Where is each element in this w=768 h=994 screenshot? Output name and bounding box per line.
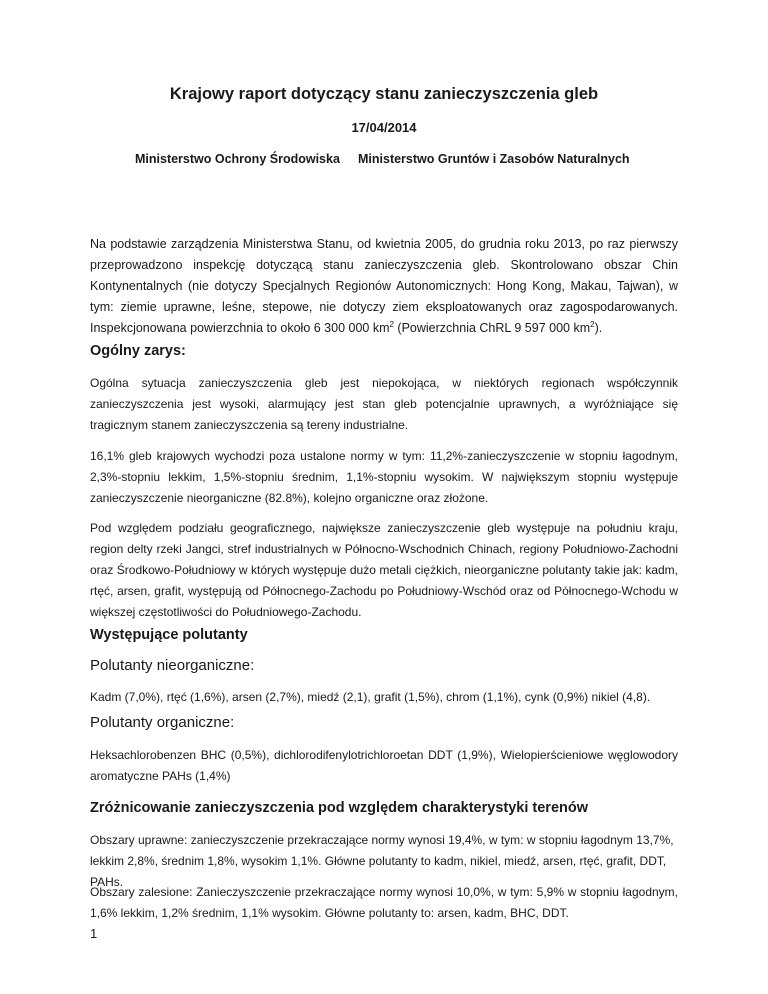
general-paragraph-3: Pod względem podziału geograficznego, największe zanieczyszczenie gleb występuje na południu kraju, region delty rzeki Jangci, stref industrialnych w Północno-Wschodnich Chinach, regiony Południowo-Zachodni oraz Środkowo-Południowy w których występuje dużo metali ciężkich, nieorganiczne polutanty takie jak: kadm, rtęć, arsen, grafit, występują od Północnego-Zachodu po Południowy-Wschód oraz od Północnego-Wchodu w większej częstotliwości do Południowego-Zachodu.	[90, 521, 678, 619]
superscript: 2	[590, 319, 595, 329]
intro-paragraph	[90, 234, 678, 339]
document-date: 17/04/2014	[351, 120, 417, 135]
general-paragraph-1: Ogólna sytuacja zanieczyszczenia gleb jest niepokojąca, w niektórych regionach współczynnik zanieczyszczenia jest wysoki, alarmujący jest stan gleb potencjalnie uprawnych, a wyróżniające się tragicznym stanem zanieczyszczenia są tereny industrialne.	[90, 376, 678, 432]
intro-text: Na podstawie zarządzenia Ministerstwa Stanu, od kwietnia 2005, do grudnia roku 2013, po raz pierwszy przeprowadzono inspekcję dotyczącą stanu zanieczyszczenia gleb. Skontrolowano obszar Chin Kontynentalnych (nie dotyczy Specjalnych Regionów Autonomicznych: Hong Kong, Makau, Tajwan), w tym: ziemie uprawne, leśne, stepowe, nie dotyczy ziem eksploatowanych oraz zagospodarowanych. Inspekcjonowana powierzchnia to około 6 300 000 km	[90, 237, 678, 335]
organic-list: Heksachlorobenzen BHC (0,5%), dichlorodifenylotrichloroetan DDT (1,9%), Wielopierścieniowe węglowodory aromatyczne PAHs (1,4%)	[90, 748, 678, 783]
heading-general: Ogólny zarys:	[90, 343, 186, 359]
heading-pollutants: Występujące polutanty	[90, 627, 248, 643]
page-number: 1	[90, 926, 98, 941]
heading-terrain: Zróżnicowanie zanieczyszczenia pod względem charakterystyki terenów	[90, 800, 588, 816]
terrain-paragraph-1: Obszary uprawne: zanieczyszczenie przekraczające normy wynosi 19,4%, w tym: w stopniu łagodnym 13,7%, lekkim 2,8%, średnim 1,8%, wysokim 1,1%. Główne polutanty to kadm, nikiel, miedź, arsen, rtęć, grafit, DDT, PAHs.	[90, 833, 674, 889]
intro-text-end: ).	[594, 321, 603, 335]
general-paragraph-2: 16,1% gleb krajowych wychodzi poza ustalone normy w tym: 11,2%-zanieczyszczenie w stopniu łagodnym, 2,3%-stopniu lekkim, 1,5%-stopniu średnim, 1,1%-stopniu wysokim. W największym stopniu występuje zanieczyszczenie nieorganiczne (82.8%), kolejno organiczne oraz złożone.	[90, 449, 678, 505]
heading-inorganic: Polutanty nieorganiczne:	[90, 657, 255, 674]
inorganic-list: Kadm (7,0%), rtęć (1,6%), arsen (2,7%), miedź (2,1), grafit (1,5%), chrom (1,1%), cynk (0,9%) nikiel (4,8).	[90, 690, 651, 704]
heading-organic: Polutanty organiczne:	[90, 714, 235, 731]
terrain-paragraph-2: Obszary zalesione: Zanieczyszczenie przekraczające normy wynosi 10,0%, w tym: 5,9% w stopniu łagodnym, 1,6% lekkim, 1,2% średnim, 1,1% wysokim. Główne polutanty to: arsen, kadm, BHC, DDT.	[90, 885, 678, 920]
superscript: 2	[389, 319, 394, 329]
document-title: Krajowy raport dotyczący stanu zanieczyszczenia gleb	[169, 85, 599, 103]
ministry-environment: Ministerstwo Ochrony Środowiska	[135, 152, 340, 166]
ministry-land-resources: Ministerstwo Gruntów i Zasobów Naturalnych	[358, 152, 630, 166]
intro-text-continued: (Powierzchnia ChRL 9 597 000 km	[393, 321, 591, 335]
